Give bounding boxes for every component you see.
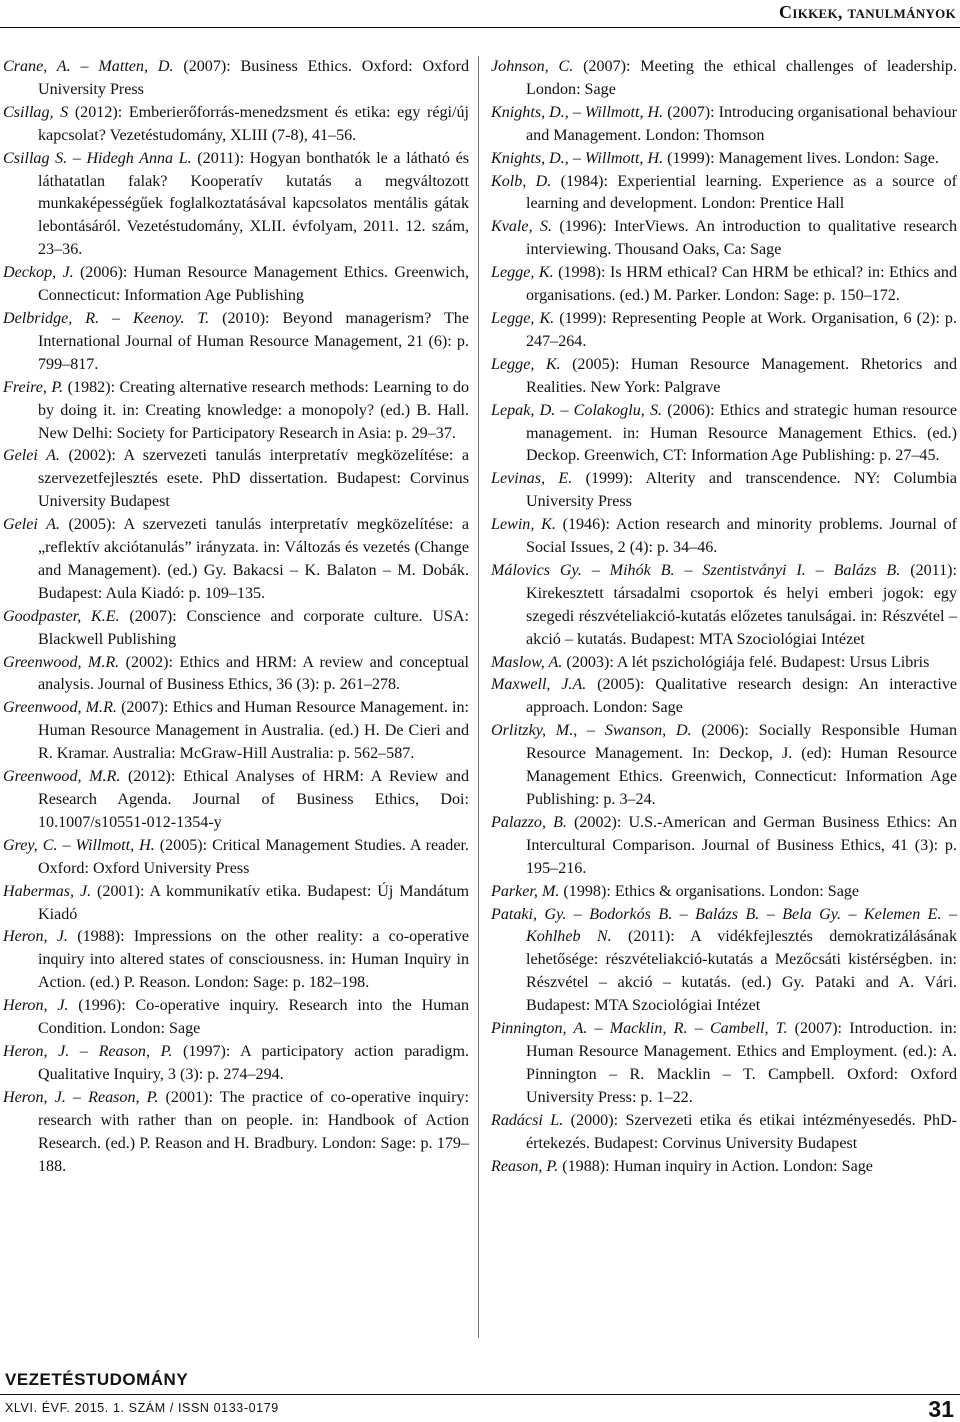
references-right-column (491, 56, 957, 1178)
reference-text: (2001): A kommunikatív etika. Budapest: Új Mandátum Kiadó (38, 882, 469, 923)
reference-author: Greenwood, M.R. (3, 653, 120, 671)
reference-text: (2005): Qualitative research design: An interactive approach. London: Sage (526, 676, 958, 717)
reference-entry (3, 606, 469, 652)
reference-author: Legge, K. (491, 309, 555, 327)
reference-entry (491, 652, 957, 675)
reference-author: Parker, M. (491, 882, 560, 900)
reference-entry (3, 995, 469, 1041)
reference-author: Heron, J. – Reason, P. (3, 1088, 159, 1106)
reference-entry (3, 56, 469, 102)
reference-entry (491, 262, 957, 308)
reference-text: (2007): Ethics and Human Resource Management. in: Human Resource Management in Australia. (ed.) H. De Cieri and R. Kramar. Australia: McGraw-Hill Australia: p. 562–587. (38, 699, 469, 763)
reference-text: (2007): Business Ethics. Oxford: Oxford University Press (38, 58, 469, 98)
reference-text: (2005): Critical Management Studies. A reader. Oxford: Oxford University Press (38, 836, 469, 877)
reference-author: Gelei A. (3, 447, 60, 465)
reference-author: Reason, P. (491, 1157, 559, 1175)
reference-text: (1982): Creating alternative research methods: Learning to do by doing it. in: Creating knowledge: a monopoly? (ed.) B. Hall. New Delhi: Society for Participatory Research in Asia: p. 29–37. (38, 378, 470, 442)
reference-entry (491, 148, 957, 171)
reference-entry (491, 400, 957, 469)
column-divider (478, 56, 479, 1338)
reference-author: Habermas, J. (3, 882, 92, 900)
reference-entry (491, 216, 957, 262)
reference-entry (491, 56, 957, 102)
reference-author: Johnson, C. (491, 58, 574, 75)
reference-author: Heron, J. – Reason, P. (3, 1042, 173, 1060)
reference-author: Kvale, S. (491, 218, 552, 236)
reference-author: Pinnington, A. – Macklin, R. – Cambell, T. (491, 1020, 788, 1038)
reference-author: Freire, P. (3, 378, 64, 396)
reference-author: Heron, J. (3, 997, 69, 1015)
reference-author: Maxwell, J.A. (491, 676, 587, 694)
reference-author: Levinas, E. (491, 470, 573, 488)
reference-entry (3, 1087, 469, 1179)
reference-entry (3, 148, 469, 263)
reference-author: Goodpaster, K.E. (3, 607, 120, 625)
reference-author: Lewin, K. (491, 516, 556, 534)
reference-text: (2007): Introducing organisational behaviour and Management. London: Thomson (526, 103, 957, 144)
reference-entry (491, 904, 957, 1019)
reference-author: Radácsi L. (491, 1111, 564, 1129)
reference-entry (491, 1018, 957, 1110)
reference-text: (2002): U.S.-American and German Business Ethics: An Intercultural Comparison. Journal of Business Ethics, 41 (3): p. 195–216. (526, 813, 957, 877)
reference-entry (491, 102, 957, 148)
reference-text: (2001): The practice of co-operative inquiry: research with rather than on people. in: Handbook of Action Research. (ed.) P. Reason and H. Bradbury. London: Sage: p. 179–188. (38, 1088, 469, 1175)
reference-author: Knights, D., – Willmott, H. (491, 103, 664, 121)
reference-text: (1996): Co-operative inquiry. Research into the Human Condition. London: Sage (38, 997, 469, 1038)
reference-text: (1999): Alterity and transcendence. NY: Columbia University Press (526, 470, 958, 511)
reference-entry (491, 720, 957, 812)
reference-text: (2007): Meeting the ethical challenges of leadership. London: Sage (526, 58, 957, 98)
footer-rule (0, 1394, 960, 1395)
reference-entry (3, 766, 469, 835)
reference-author: Csillag S. – Hidegh Anna L. (3, 149, 192, 167)
reference-author: Heron, J. (3, 928, 68, 946)
reference-entry (491, 171, 957, 217)
reference-author: Pataki, Gy. – Bodorkós B. – Balázs B. – Bela Gy. – Kelemen E. – Kohlheb N. (491, 905, 957, 946)
reference-text: (1998): Is HRM ethical? Can HRM be ethical? in: Ethics and organisations. (ed.) M. Parker. London: Sage: p. 150–172. (526, 264, 957, 305)
reference-entry (3, 697, 469, 766)
reference-text: (2011): Hogyan bonthatók le a látható és láthatatlan falak? Kooperatív kutatás a megváltozott munkaképességűek foglalkoztatásával kapcsolatos mentális gátak lebontásáról. Vezetéstudomány, XLII. évfolyam, 2011. 12. szám, 23–36. (38, 149, 469, 259)
reference-author: Crane, A. – Matten, D. (3, 58, 174, 75)
references-left-column (3, 56, 469, 1178)
reference-author: Legge, K. (491, 355, 561, 373)
reference-text: (1999): Management lives. London: Sage. (663, 149, 939, 167)
reference-entry (3, 102, 469, 148)
reference-entry (491, 354, 957, 400)
reference-text: (2012): Ethical Analyses of HRM: A Review and Research Agenda. Journal of Business Ethics, Doi: 10.1007/s10551-012-1354-y (38, 768, 470, 831)
reference-entry (3, 514, 469, 606)
section-title: Cikkek, tanulmányok (779, 2, 956, 22)
reference-entry (491, 674, 957, 720)
reference-text: (2005): A szervezeti tanulás interpretatív megközelítése: a „reflektív akciótanulás” irányzata. in: Változás és vezetés (Change and Management). (ed.) Gy. Bakacsi – K. Balaton – M. Dobák. Budapest: Aula Kiadó: p. 109–135. (38, 516, 469, 602)
reference-entry (3, 881, 469, 927)
reference-author: Málovics Gy. – Mihók B. – Szentistványi I. – Balázs B. (491, 561, 901, 579)
reference-text: (2002): Ethics and HRM: A review and conceptual analysis. Journal of Business Ethics, 36 (3): p. 261–278. (38, 653, 469, 694)
journal-title: VEZETÉSTUDOMÁNY (5, 1370, 189, 1389)
reference-author: Delbridge, R. – Keenoy. T. (3, 309, 210, 327)
reference-text: (1988): Impressions on the other reality: a co-operative inquiry into altered states of consciousness. in: Human Inquiry in Action. (ed.) P. Reason. London: Sage: p. 182–198. (38, 928, 470, 992)
page-footer (0, 1370, 960, 1422)
reference-author: Palazzo, B. (491, 813, 567, 831)
reference-entry (3, 262, 469, 308)
reference-text: (2002): A szervezeti tanulás interpretatív megközelítése: a szervezetfejlesztés esete. PhD dissertation. Budapest: Corvinus University Budapest (38, 447, 469, 511)
reference-text: (2007): Conscience and corporate culture. USA: Blackwell Publishing (38, 607, 469, 648)
reference-text: (2000): Szervezeti etika és etikai intézményesedés. PhD-értekezés. Budapest: Corvinus University Budapest (526, 1111, 957, 1152)
reference-text: (1999): Representing People at Work. Organisation, 6 (2): p. 247–264. (526, 309, 957, 350)
reference-text: (2010): Beyond managerism? The International Journal of Human Resource Management, 21 (6): p. 799–817. (38, 309, 469, 373)
reference-entry (3, 926, 469, 995)
reference-entry (3, 308, 469, 377)
reference-entry (491, 881, 957, 904)
reference-text: (1996): InterViews. An introduction to qualitative research interviewing. Thousand Oaks, Ca: Sage (526, 218, 957, 259)
reference-entry (491, 468, 957, 514)
reference-entry (491, 1110, 957, 1156)
reference-text: (2011): Kirekesztett társadalmi csoportok és helyi emberi jogok: egy szegedi részvételiakció-kutatás előzetes tanulságai. in: Részvétel – akció – kutatás. Budapest: MTA Szociológiai Intézet (526, 561, 957, 648)
reference-entry (491, 560, 957, 652)
reference-author: Knights, D., – Willmott, H. (491, 149, 664, 167)
reference-text: (2006): Human Resource Management Ethics. Greenwich, Connecticut: Information Age Publishing (38, 264, 469, 305)
reference-text: (1998): Ethics & organisations. London: Sage (559, 882, 860, 900)
reference-text: (2006): Socially Responsible Human Resource Management. In: Deckop, J. (ed): Human Resource Management Ethics. Greenwich, Connecticut: Information Age Publishing: p. 3–24. (526, 722, 957, 808)
reference-text: (1984): Experiential learning. Experience as a source of learning and development. London: Prentice Hall (526, 172, 957, 213)
reference-author: Greenwood, M.R. (3, 768, 121, 786)
reference-author: Greenwood, M.R. (3, 699, 117, 717)
reference-text: (2003): A lét pszichológiája felé. Budapest: Ursus Libris (562, 653, 930, 671)
reference-author: Orlitzky, M., – Swanson, D. (491, 722, 692, 740)
reference-entry (491, 514, 957, 560)
page-number: 31 (928, 1396, 954, 1422)
header-rule (0, 27, 960, 28)
reference-entry (491, 1156, 957, 1179)
issue-info: XLVI. ÉVF. 2015. 1. SZÁM / ISSN 0133-0179 (5, 1401, 279, 1415)
page-header (0, 0, 960, 34)
reference-entry (3, 377, 469, 446)
reference-author: Legge, K. (491, 264, 554, 282)
reference-author: Kolb, D. (491, 172, 552, 190)
reference-entry (491, 308, 957, 354)
reference-text: (1997): A participatory action paradigm. Qualitative Inquiry, 3 (3): p. 274–294. (38, 1042, 469, 1083)
reference-author: Lepak, D. – Colakoglu, S. (491, 401, 663, 419)
reference-text: (2011): A vidékfejlesztés demokratizálásának lehetősége: részvételiakció-kutatás a Mezőcsáti kistérségben. in: Részvétel – akció – kutatás. (ed.) Gy. Pataki and A. Vári. Budapest: MTA Szociológiai Intézet (526, 928, 957, 1015)
reference-entry (3, 835, 469, 881)
reference-text: (2007): Introduction. in: Human Resource Management. Ethics and Employment. (ed.): A. Pinnington – R. Macklin – T. Campbell. Oxford: Oxford University Press: p. 1–22. (526, 1020, 957, 1106)
reference-text: (2006): Ethics and strategic human resource management. in: Human Resource Management Ethics. (ed.) Deckop. Greenwich, CT: Information Age Publishing: p. 27–45. (526, 401, 957, 465)
reference-entry (491, 812, 957, 881)
reference-entry (3, 445, 469, 514)
reference-text: (1946): Action research and minority problems. Journal of Social Issues, 2 (4): p. 34–46. (526, 516, 958, 557)
reference-text: (1988): Human inquiry in Action. London: Sage (558, 1157, 873, 1175)
reference-author: Deckop, J. (3, 264, 74, 282)
reference-author: Gelei A. (3, 516, 60, 534)
reference-entry (3, 652, 469, 698)
reference-author: Grey, C. – Willmott, H. (3, 836, 155, 854)
reference-author: Maslow, A. (491, 653, 563, 671)
reference-text: (2012): Emberierőforrás-menedzsment és etika: egy régi/új kapcsolat? Vezetéstudomány, XLIII (7-8), 41–56. (38, 103, 469, 144)
reference-entry (3, 1041, 469, 1087)
reference-text: (2005): Human Resource Management. Rhetorics and Realities. New York: Palgrave (526, 355, 958, 396)
reference-author: Csillag, S (3, 103, 69, 121)
